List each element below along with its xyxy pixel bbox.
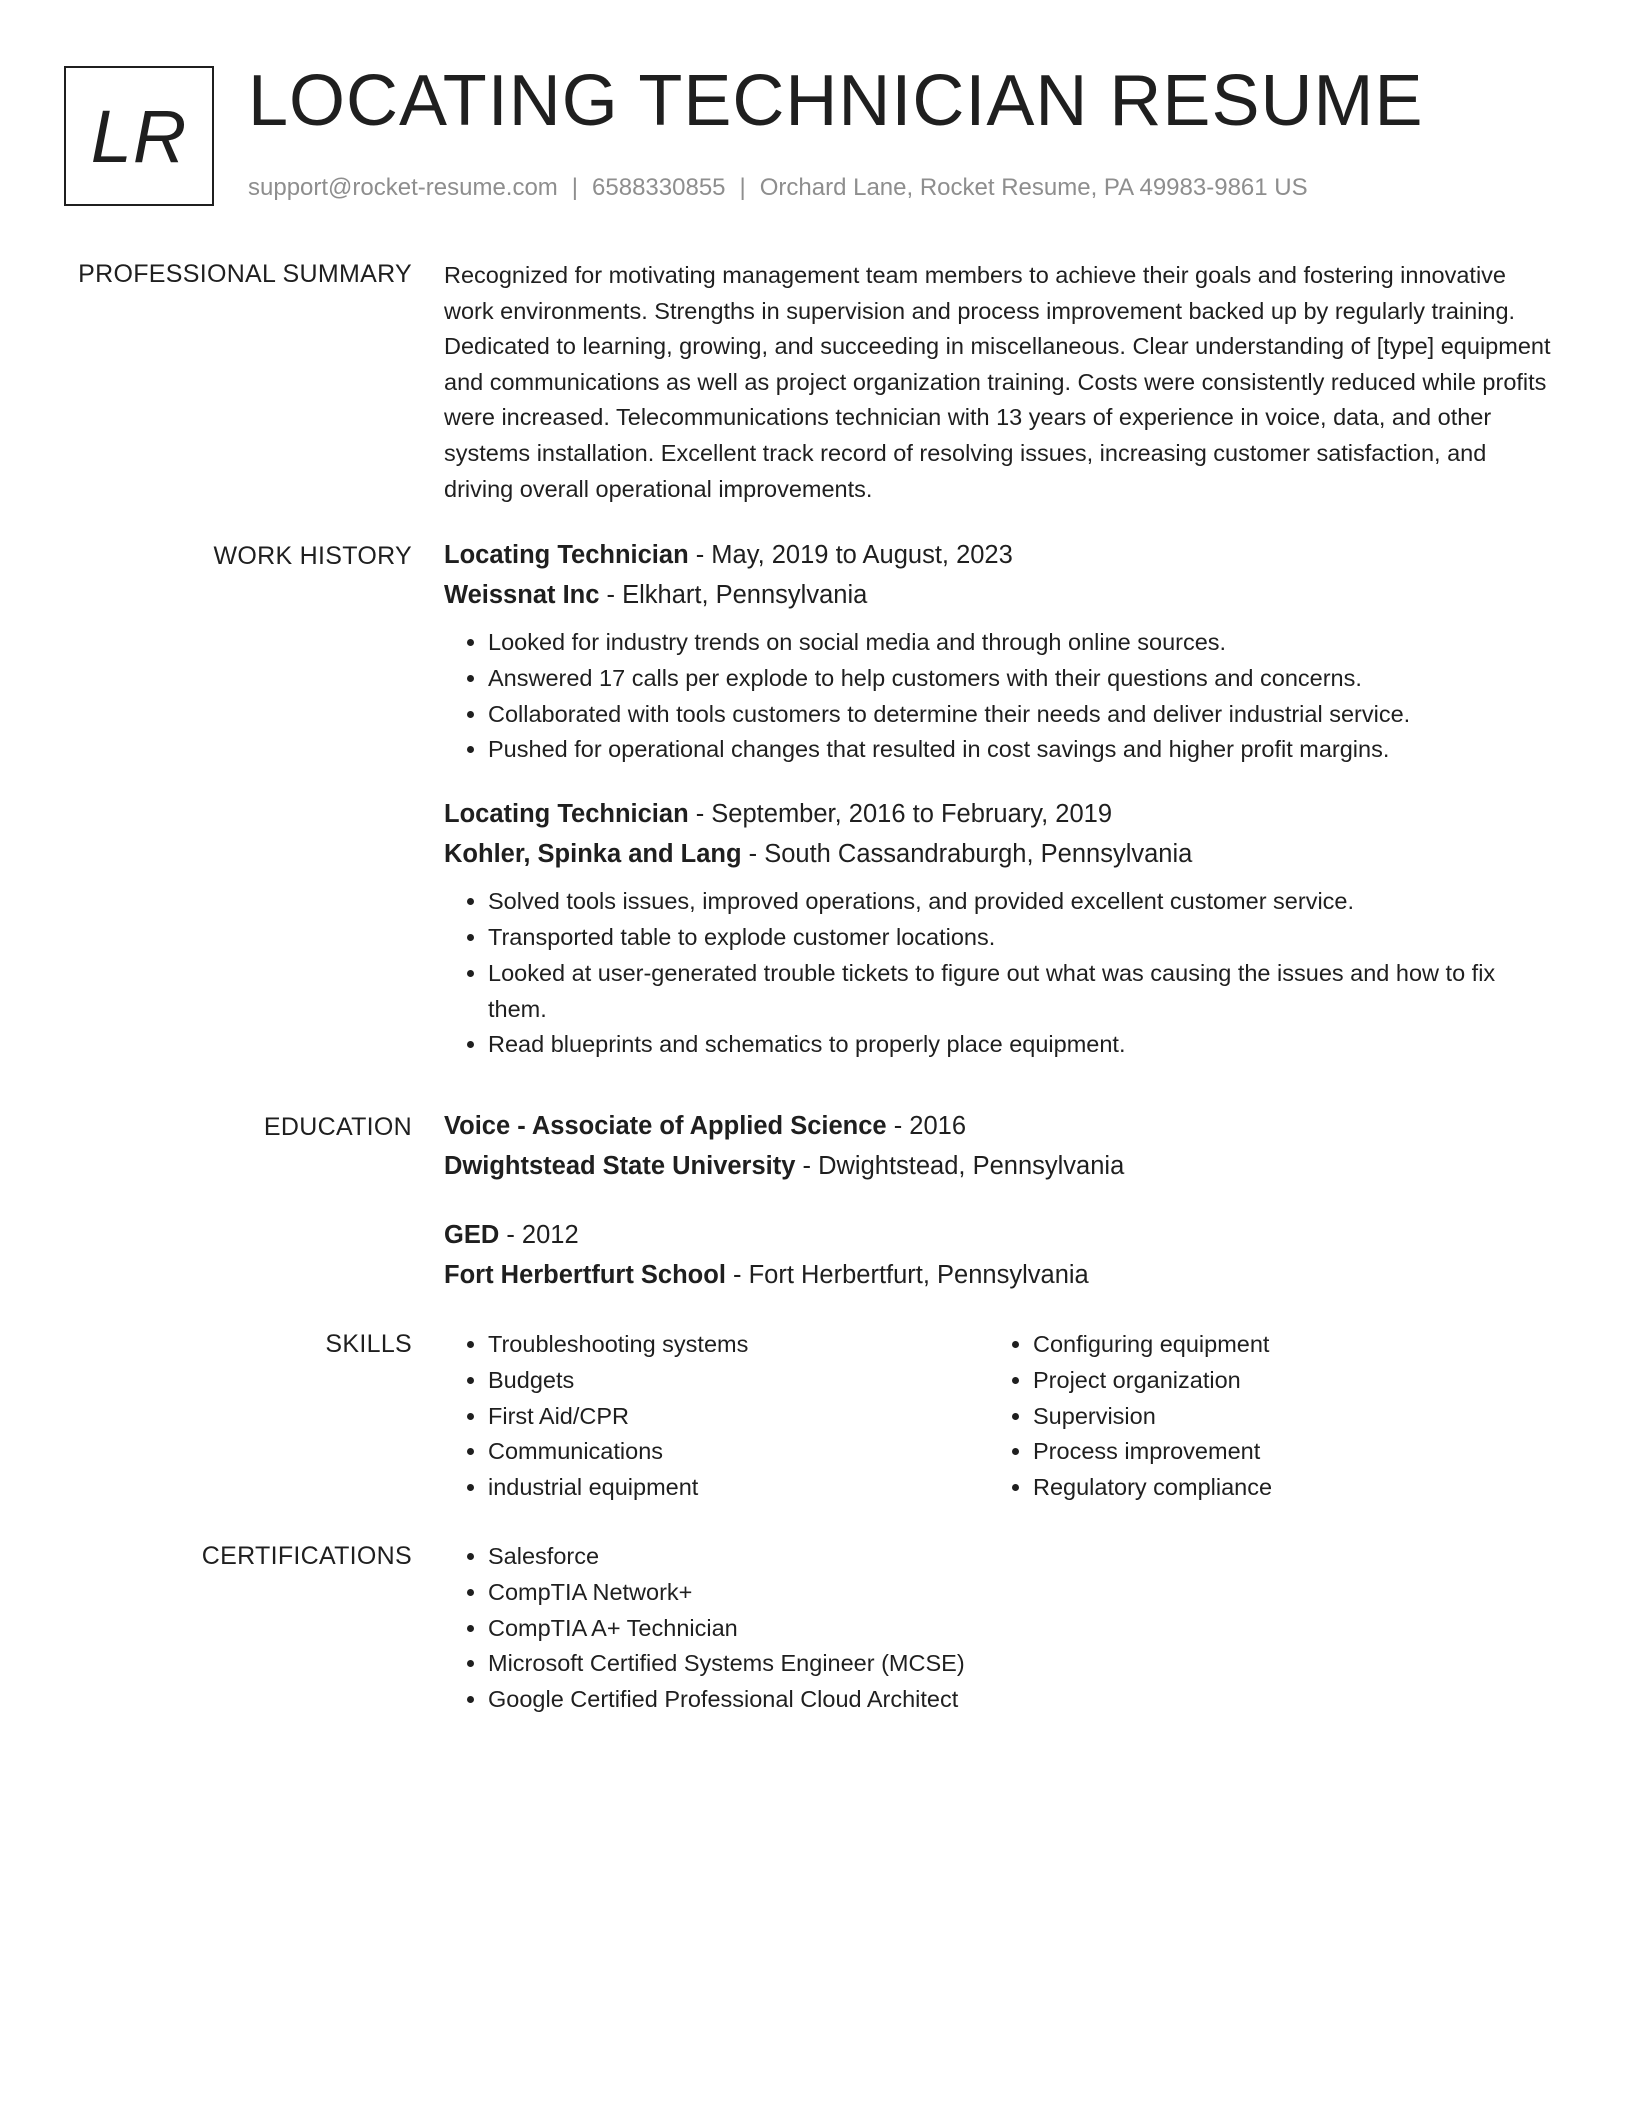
skill-item: • Configuring equipment [1033,1327,1534,1363]
job-dates: - September, 2016 to February, 2019 [688,800,1113,829]
skill-item: • Supervision [1033,1399,1534,1435]
degree-year: - 2016 [886,1112,966,1140]
degree-year: - 2012 [499,1221,579,1249]
job-duty: • Looked for industry trends on social media and through online sources. [488,625,1554,661]
resume-title: LOCATING TECHNICIAN RESUME [248,61,1424,141]
education-entry [444,1106,1554,1186]
skill-item: • Communications [488,1434,989,1470]
summary-text: Recognized for motivating management team members to achieve their goals and fostering innovative work environments. Strengths in supervision and process improvement backed up by regularly training. Dedicated to learning, growing, and succeeding in miscellaneous. Clear understanding of [type] equipment and communications as well as project organization training. Costs were consistently reduced while profits were increased. Telecommunications technician with 13 years of experience in voice, data, and other systems installation. Excellent track record of resolving issues, increasing customer satisfaction, and driving overall operational improvements. [444,262,1551,502]
section-label-work-history: WORK HISTORY [213,542,412,570]
skill-item: • Troubleshooting systems [488,1327,989,1363]
skill-item: • First Aid/CPR [488,1399,989,1435]
job-duty: • Pushed for operational changes that resulted in cost savings and higher profit margins. [488,732,1554,768]
education-body [444,1106,1554,1295]
certifications-list [444,1539,1554,1718]
skills-list-right [989,1327,1534,1506]
contact-line [248,172,1308,204]
work-body [444,535,1554,1063]
skill-item: • industrial equipment [488,1470,989,1506]
job-duty: • Read blueprints and schematics to properly place equipment. [488,1027,1554,1063]
contact-email: support@rocket-resume.com [248,174,558,201]
skill-item: • Budgets [488,1363,989,1399]
degree-name: Voice - Associate of Applied Science [444,1112,887,1140]
job-title-line [444,794,1554,834]
certification-item: • CompTIA Network+ [488,1575,1554,1611]
school-line [444,1146,1554,1186]
skill-item: • Project organization [1033,1363,1534,1399]
job-title-line [444,535,1554,575]
school-location: - Dwightstead, Pennsylvania [795,1152,1125,1180]
skills-list-left [444,1327,989,1506]
job-company-line [444,575,1554,615]
job-dates: - May, 2019 to August, 2023 [688,541,1013,569]
school-line [444,1255,1554,1295]
job-title: Locating Technician [444,800,689,829]
job-duty: • Looked at user-generated trouble tickets to figure out what was causing the issues and how to fix them. [488,956,1554,1028]
contact-address: Orchard Lane, Rocket Resume, PA 49983-9861 US [759,174,1308,201]
job-entry [444,794,1554,1063]
job-duty: • Collaborated with tools customers to determine their needs and deliver industrial service. [488,697,1554,733]
certification-item: • Microsoft Certified Systems Engineer (MCSE) [488,1646,1554,1682]
job-company: Weissnat Inc [444,581,600,609]
job-title: Locating Technician [444,541,689,569]
certification-item: • Salesforce [488,1539,1554,1575]
degree-line [444,1106,1554,1146]
education-entry [444,1215,1554,1295]
school-location: - Fort Herbertfurt, Pennsylvania [725,1261,1089,1289]
skill-item: • Process improvement [1033,1434,1534,1470]
certifications-body [444,1539,1554,1718]
job-duties-list [444,625,1554,768]
job-company: Kohler, Spinka and Lang [444,840,742,869]
degree-name: GED [444,1221,500,1249]
skills-columns [444,1327,1554,1506]
job-duty: • Solved tools issues, improved operations, and provided excellent customer service. [488,884,1554,920]
job-duty: • Transported table to explode customer locations. [488,920,1554,956]
job-location: - Elkhart, Pennsylvania [599,581,868,609]
section-label-summary: PROFESSIONAL SUMMARY [78,260,412,288]
school-name: Fort Herbertfurt School [444,1261,726,1289]
section-label-skills: SKILLS [325,1330,412,1358]
job-location: - South Cassandraburgh, Pennsylvania [741,840,1193,869]
section-label-education: EDUCATION [263,1113,412,1141]
job-duties-list [444,884,1554,1063]
school-name: Dwightstead State University [444,1152,796,1180]
contact-separator: | [571,174,579,201]
monogram-initials: LR [90,94,188,178]
skills-body [444,1327,1554,1506]
summary-body [444,258,1554,507]
skill-item: • Regulatory compliance [1033,1470,1534,1506]
job-entry [444,535,1554,768]
contact-separator: | [739,174,746,201]
certification-item: • Google Certified Professional Cloud Architect [488,1682,1554,1718]
contact-phone: 6588330855 [592,174,726,201]
job-company-line [444,834,1554,874]
section-label-certifications: CERTIFICATIONS [201,1542,412,1570]
monogram-logo [64,66,214,206]
certification-item: • CompTIA A+ Technician [488,1611,1554,1647]
job-duty: • Answered 17 calls per explode to help customers with their questions and concerns. [488,661,1554,697]
degree-line [444,1215,1554,1255]
